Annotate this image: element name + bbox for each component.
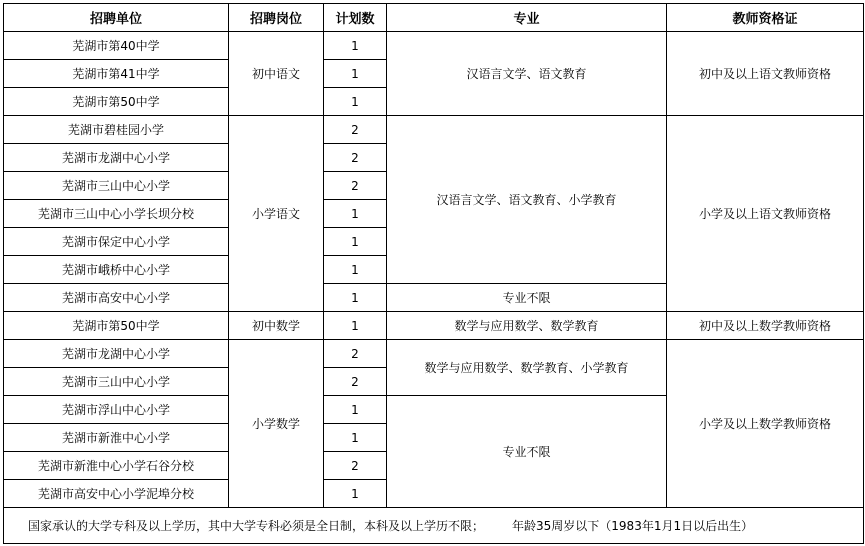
unit-cell: 芜湖市龙湖中心小学: [4, 340, 229, 368]
header-row: [4, 4, 864, 32]
unit-cell: 芜湖市高安中心小学泥埠分校: [4, 480, 229, 508]
major-cell: 汉语言文学、语文教育: [387, 32, 667, 116]
header-plan: 计划数: [324, 4, 387, 32]
header-certificate: 教师资格证: [667, 4, 864, 32]
unit-cell: 芜湖市第40中学: [4, 32, 229, 60]
plan-cell: 1: [324, 396, 387, 424]
unit-cell: 芜湖市保定中心小学: [4, 228, 229, 256]
plan-cell: 2: [324, 452, 387, 480]
unit-cell: 芜湖市第41中学: [4, 60, 229, 88]
unit-cell: 芜湖市第50中学: [4, 312, 229, 340]
position-cell: 小学语文: [229, 116, 324, 312]
major-cell: 专业不限: [387, 396, 667, 508]
unit-cell: 芜湖市三山中心小学: [4, 368, 229, 396]
position-cell: 初中语文: [229, 32, 324, 116]
footer-row: [4, 508, 864, 544]
position-cell: 初中数学: [229, 312, 324, 340]
unit-cell: 芜湖市三山中心小学: [4, 172, 229, 200]
plan-cell: 1: [324, 480, 387, 508]
unit-cell: 芜湖市浮山中心小学: [4, 396, 229, 424]
table-row: [4, 340, 864, 368]
unit-cell: 芜湖市新淮中心小学: [4, 424, 229, 452]
plan-cell: 1: [324, 256, 387, 284]
requirements-note: [4, 508, 864, 544]
plan-cell: 1: [324, 228, 387, 256]
unit-cell: 芜湖市新淮中心小学石谷分校: [4, 452, 229, 480]
certificate-cell: 小学及以上数学教师资格: [667, 340, 864, 508]
table-row: [4, 116, 864, 144]
header-major: 专业: [387, 4, 667, 32]
header-position: 招聘岗位: [229, 4, 324, 32]
major-cell: 数学与应用数学、数学教育: [387, 312, 667, 340]
unit-cell: 芜湖市第50中学: [4, 88, 229, 116]
plan-cell: 2: [324, 368, 387, 396]
plan-cell: 1: [324, 32, 387, 60]
plan-cell: 1: [324, 88, 387, 116]
position-cell: 小学数学: [229, 340, 324, 508]
plan-cell: 1: [324, 284, 387, 312]
plan-cell: 1: [324, 60, 387, 88]
recruitment-table: [3, 3, 864, 544]
major-cell: 专业不限: [387, 284, 667, 312]
certificate-cell: 初中及以上语文教师资格: [667, 32, 864, 116]
plan-cell: 2: [324, 116, 387, 144]
unit-cell: 芜湖市三山中心小学长坝分校: [4, 200, 229, 228]
age-requirement: 年龄35周岁以下（1983年1月1日以后出生）: [512, 519, 754, 533]
unit-cell: 芜湖市峨桥中心小学: [4, 256, 229, 284]
unit-cell: 芜湖市龙湖中心小学: [4, 144, 229, 172]
unit-cell: 芜湖市高安中心小学: [4, 284, 229, 312]
table-row: [4, 32, 864, 60]
certificate-cell: 初中及以上数学教师资格: [667, 312, 864, 340]
unit-cell: 芜湖市碧桂园小学: [4, 116, 229, 144]
table-row: [4, 312, 864, 340]
major-cell: 数学与应用数学、数学教育、小学教育: [387, 340, 667, 396]
plan-cell: 2: [324, 340, 387, 368]
plan-cell: 1: [324, 424, 387, 452]
header-unit: 招聘单位: [4, 4, 229, 32]
plan-cell: 2: [324, 144, 387, 172]
certificate-cell: 小学及以上语文教师资格: [667, 116, 864, 312]
plan-cell: 2: [324, 172, 387, 200]
major-cell: 汉语言文学、语文教育、小学教育: [387, 116, 667, 284]
plan-cell: 1: [324, 200, 387, 228]
education-requirement: 国家承认的大学专科及以上学历，其中大学专科必须是全日制，本科及以上学历不限；: [28, 519, 485, 533]
plan-cell: 1: [324, 312, 387, 340]
